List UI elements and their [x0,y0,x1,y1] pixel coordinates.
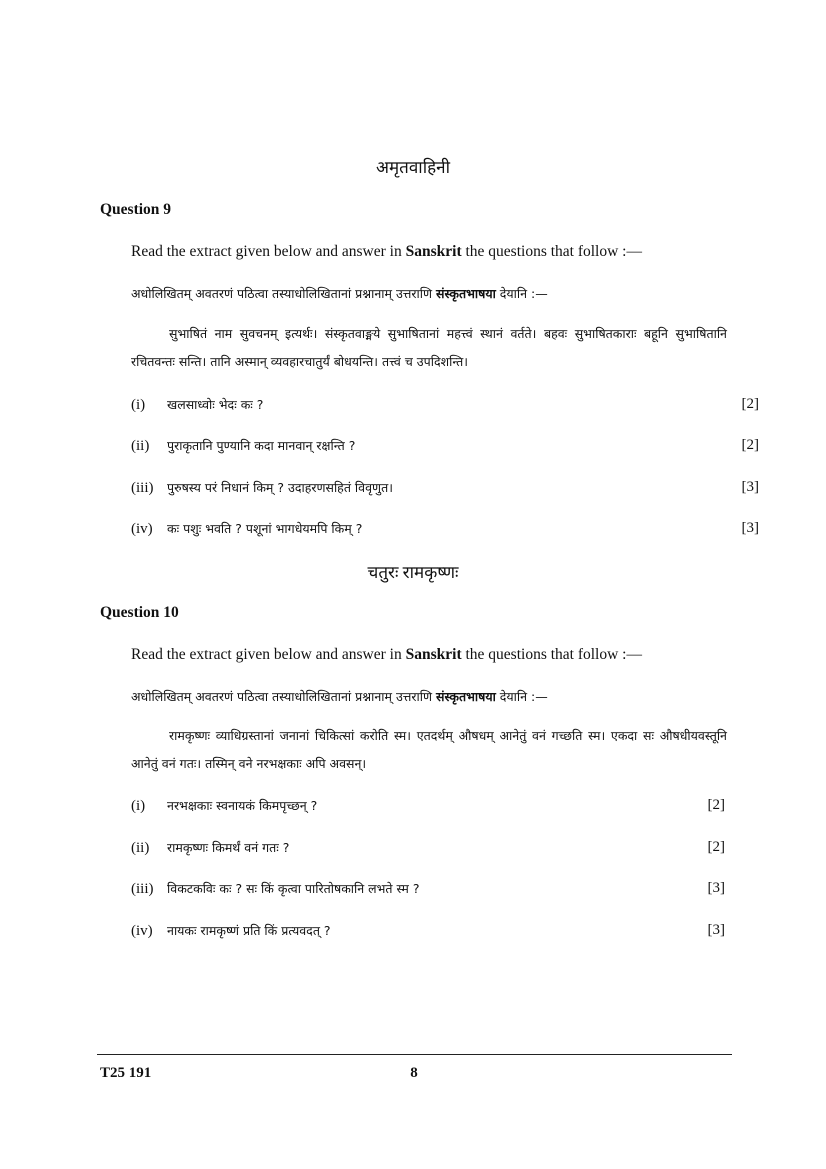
item-marks: [2] [707,839,725,855]
item-number: (iii) [131,881,154,897]
instruction-bold: Sanskrit [405,243,462,260]
question-10-item [131,839,289,857]
question-10-instruction-en [131,646,642,664]
item-number: (iv) [131,923,153,939]
question-9-instruction-en [131,243,642,261]
instruction-sa-bold: संस्कृतभाषया [436,286,496,301]
footer-page-number: 8 [410,1065,418,1081]
item-marks: [3] [741,479,759,495]
instruction-sa-bold: संस्कृतभाषया [436,689,496,704]
question-9-item [131,437,355,455]
item-number: (ii) [131,840,150,856]
item-marks: [3] [707,880,725,896]
item-number: (ii) [131,438,150,454]
item-number: (iv) [131,521,153,537]
section-heading-chaturah-ramakrishnah: चतुरः रामकृष्णः [367,563,459,582]
item-text: खलसाध्वोः भेदः कः ? [167,397,264,412]
instruction-sa-text-end: देयानि :— [495,286,548,301]
item-text: नरभक्षकाः स्वनायकं किमपृच्छन् ? [167,798,318,813]
item-number: (i) [131,397,146,413]
question-10-item [131,922,331,940]
item-text: पुरुषस्य परं निधानं किम् ? उदाहरणसहितं विवृणुत। [167,480,393,495]
question-10-item [131,880,419,898]
item-text: रामकृष्णः किमर्थं वनं गतः ? [167,840,290,855]
footer-divider [97,1054,732,1055]
question-9-item [131,520,362,538]
question-10-instruction-sa [131,688,548,705]
item-marks: [2] [741,396,759,412]
question-9-passage: सुभाषितं नाम सुवचनम् इत्यर्थः। संस्कृतवाङ्मये सुभाषितानां महत्त्वं स्थानं वर्तते। बहवः सुभाषितकाराः बहूनि सुभाषितानि रचितवन्तः सन्ति। तानि अस्मान् व्यवहारचातुर्यं बोधयन्ति। तत्त्वं च उपदिशन्ति। [131,326,727,369]
instruction-text: Read the extract given below and answer in [131,646,406,663]
item-text: कः पशुः भवति ? पशूनां भागधेयमपि किम् ? [167,521,363,536]
item-marks: [3] [707,922,725,938]
item-marks: [2] [741,437,759,453]
item-number: (i) [131,798,146,814]
question-9-item [131,479,393,497]
instruction-text: Read the extract given below and answer in [131,243,406,260]
item-text: विकटकविः कः ? सः किं कृत्वा पारितोषकानि लभते स्म ? [167,881,420,896]
instruction-sa-text: अधोलिखितम् अवतरणं पठित्वा तस्याधोलिखितानां प्रश्नानाम् उत्तराणि [131,689,437,704]
question-9-item [131,396,263,414]
item-number: (iii) [131,480,154,496]
instruction-text-end: the questions that follow :— [461,243,642,260]
question-9-title: Question 9 [100,201,172,218]
instruction-bold: Sanskrit [405,646,462,663]
section-heading-amritavahini: अमृतवाहिनी [376,158,450,177]
item-text: नायकः रामकृष्णं प्रति किं प्रत्यवदत् ? [167,923,331,938]
question-10-passage: रामकृष्णः व्याधिग्रस्तानां जनानां चिकित्सां करोति स्म। एतदर्थम् औषधम् आनेतुं वनं गच्छति स्म। एकदा सः औषधीयवस्तूनि आनेतुं वनं गतः। तस्मिन् वने नरभक्षकाः अपि अवसन्। [131,728,727,771]
footer-paper-code: T25 191 [100,1065,152,1081]
item-marks: [2] [707,797,725,813]
item-marks: [3] [741,520,759,536]
question-9-instruction-sa [131,285,548,302]
instruction-sa-text: अधोलिखितम् अवतरणं पठित्वा तस्याधोलिखितानां प्रश्नानाम् उत्तराणि [131,286,437,301]
item-text: पुराकृतानि पुण्यानि कदा मानवान् रक्षन्ति ? [167,438,356,453]
question-10-title: Question 10 [100,604,179,621]
instruction-text-end: the questions that follow :— [461,646,642,663]
question-10-item [131,797,317,815]
instruction-sa-text-end: देयानि :— [495,689,548,704]
